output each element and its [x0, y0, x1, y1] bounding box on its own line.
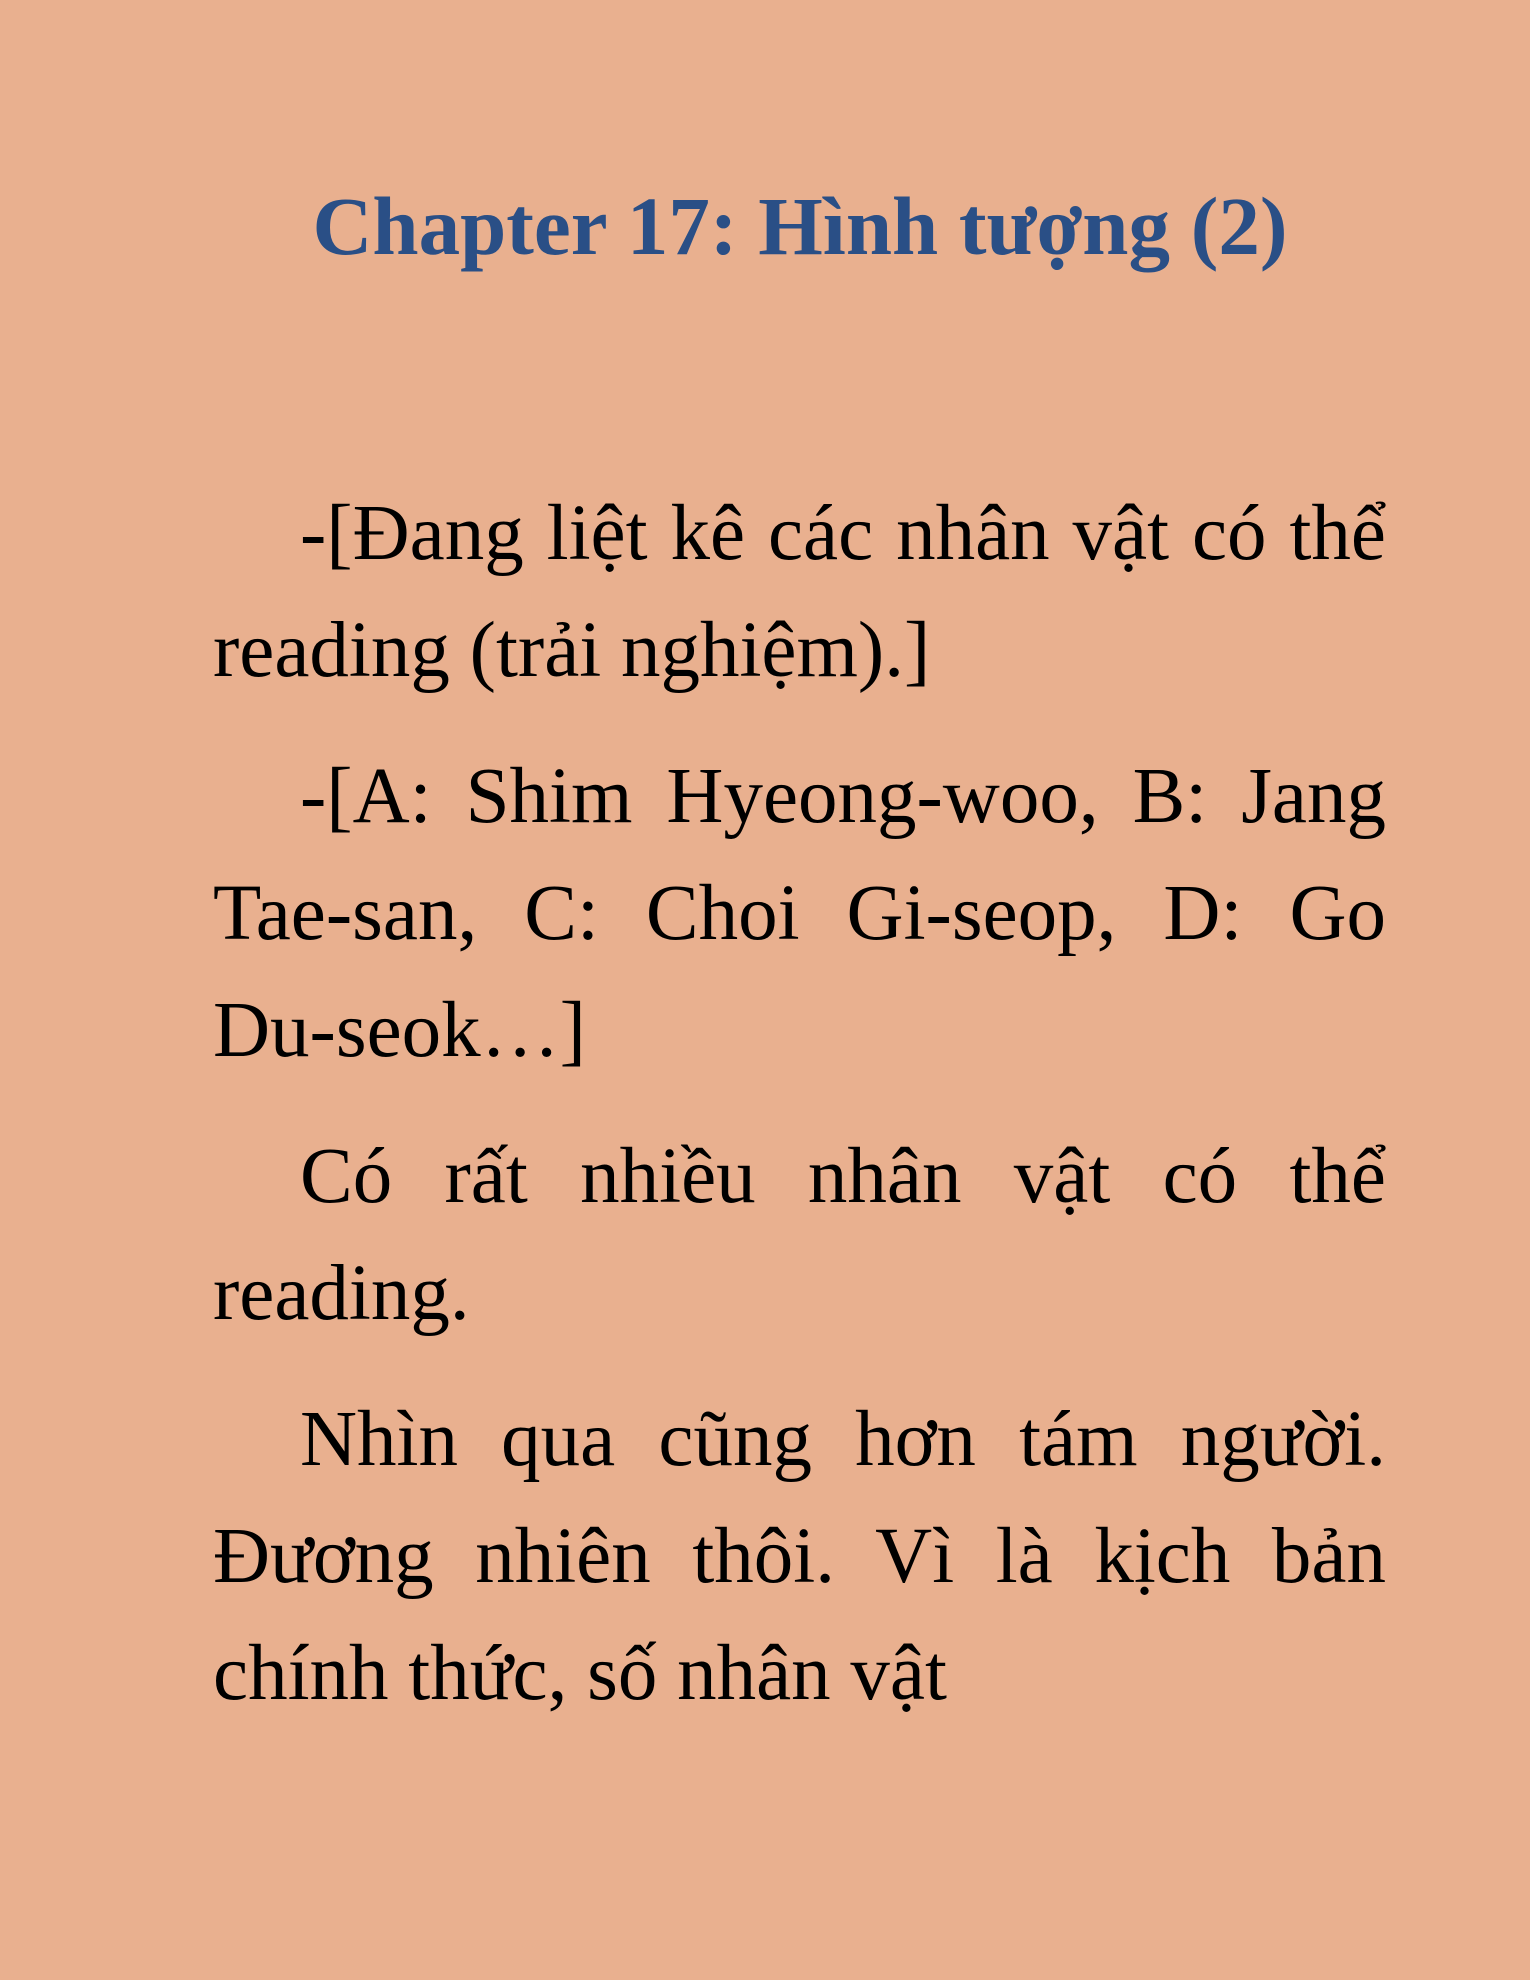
chapter-body: [213, 475, 1386, 1761]
paragraph-eight-people: Nhìn qua cũng hơn tám người. Đương nhiên thôi. Vì là kịch bản chính thức, số nhân vật: [213, 1396, 1386, 1717]
paragraph-many-characters: Có rất nhiều nhân vật có thể reading.: [213, 1133, 1386, 1337]
paragraph-system-listing: -[Đang liệt kê các nhân vật có thể reading (trải nghiệm).]: [213, 490, 1386, 694]
paragraph-character-list: -[A: Shim Hyeong-woo, B: Jang Tae-san, C: Choi Gi-seop, D: Go Du-seok…]: [213, 753, 1386, 1074]
chapter-title: Chapter 17: Hình tượng (2): [312, 180, 1288, 272]
